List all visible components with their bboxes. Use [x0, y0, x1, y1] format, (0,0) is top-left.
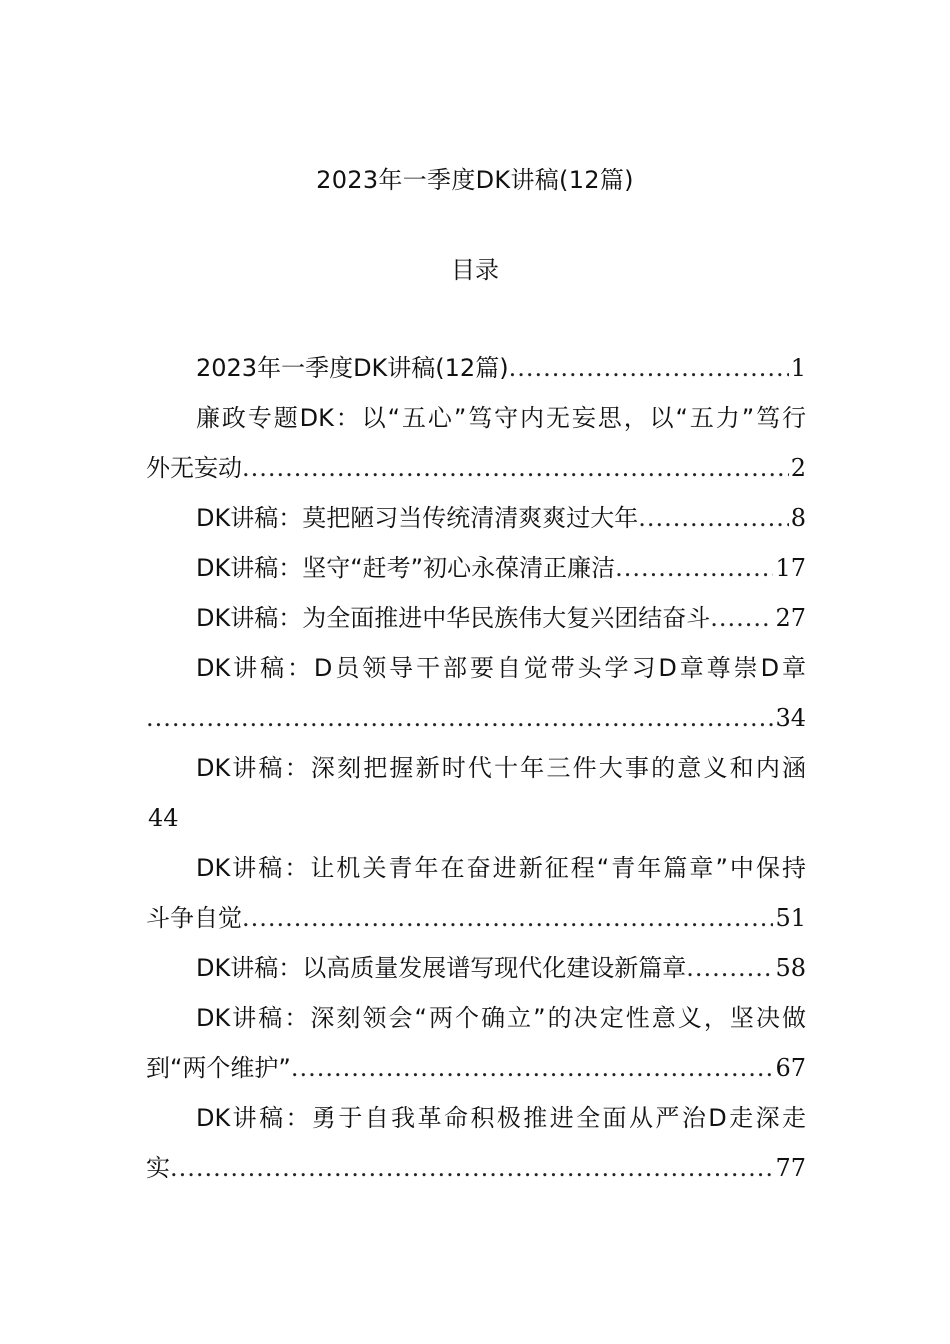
toc-entry-title: DK讲稿：莫把陋习当传统清清爽爽过大年: [196, 504, 639, 532]
toc-entry-page: 44: [148, 804, 179, 832]
toc-entry-title: DK讲稿：坚守“赶考”初心永葆清正廉洁: [196, 554, 616, 582]
toc-entry-title: 外无妄动: [146, 454, 242, 482]
toc-entry-page: 67: [775, 1054, 806, 1082]
toc-entry[interactable]: [146, 593, 806, 643]
toc-entry-page: 34: [775, 704, 806, 732]
toc-entry-page: 1: [790, 354, 806, 382]
toc-leader-dots: [170, 1143, 773, 1193]
table-of-contents: [146, 343, 806, 1193]
toc-entry[interactable]: [146, 743, 806, 793]
toc-entry-title: 实: [146, 1154, 170, 1182]
toc-entry-continued[interactable]: [146, 1043, 806, 1093]
toc-entry-page: 77: [775, 1154, 806, 1182]
toc-entry[interactable]: [146, 843, 806, 893]
toc-entry-title: DK讲稿：以高质量发展谱写现代化建设新篇章: [196, 954, 687, 982]
toc-heading: 目录: [451, 256, 499, 284]
toc-entry[interactable]: [146, 643, 806, 693]
toc-entry-continued[interactable]: [146, 443, 806, 493]
toc-entry-title: 2023年一季度DK讲稿(12篇): [196, 354, 509, 382]
toc-leader-dots: [242, 443, 789, 493]
toc-leader-dots: [615, 543, 773, 593]
toc-entry-title: DK讲稿：为全面推进中华民族伟大复兴团结奋斗: [196, 604, 711, 632]
document-title: 2023年一季度DK讲稿(12篇): [316, 166, 634, 194]
toc-leader-dots: [509, 343, 789, 393]
toc-entry-continued[interactable]: [146, 893, 806, 943]
toc-entry[interactable]: [146, 393, 806, 443]
toc-leader-dots: [242, 893, 773, 943]
toc-entry[interactable]: [146, 1093, 806, 1143]
toc-entry-title: DK讲稿：勇于自我革命积极推进全面从严治D走深走: [196, 1104, 806, 1132]
toc-entry-page: 17: [775, 554, 806, 582]
toc-entry[interactable]: [146, 993, 806, 1043]
toc-leader-dots: [146, 693, 773, 743]
toc-entry-title: 斗争自觉: [146, 904, 242, 932]
toc-entry-page: 2: [790, 454, 806, 482]
toc-entry-page: 27: [775, 604, 806, 632]
toc-leader-dots: [638, 493, 789, 543]
toc-entry[interactable]: [146, 543, 806, 593]
toc-entry[interactable]: [146, 343, 806, 393]
toc-entry-page: 8: [790, 504, 806, 532]
toc-leader-dots: [686, 943, 773, 993]
toc-entry-title: DK讲稿：深刻领会“两个确立”的决定性意义，坚决做: [196, 1004, 806, 1032]
toc-entry-page: 51: [775, 904, 806, 932]
toc-entry-continued[interactable]: [146, 1143, 806, 1193]
toc-entry-title: DK讲稿：D员领导干部要自觉带头学习D章尊崇D章: [196, 654, 806, 682]
toc-leader-dots: [291, 1043, 774, 1093]
toc-entry[interactable]: [146, 493, 806, 543]
toc-entry-continued[interactable]: [146, 693, 806, 743]
toc-entry-title: 廉政专题DK：以“五心”笃守内无妄思，以“五力”笃行: [196, 404, 806, 432]
toc-leader-dots: [710, 593, 773, 643]
toc-entry-page: 58: [775, 954, 806, 982]
toc-entry-continued[interactable]: [146, 793, 806, 843]
toc-entry[interactable]: [146, 943, 806, 993]
toc-entry-title: 到“两个维护”: [146, 1054, 291, 1082]
toc-entry-title: DK讲稿：深刻把握新时代十年三件大事的意义和内涵: [196, 754, 806, 782]
toc-entry-title: DK讲稿：让机关青年在奋进新征程“青年篇章”中保持: [196, 854, 806, 882]
